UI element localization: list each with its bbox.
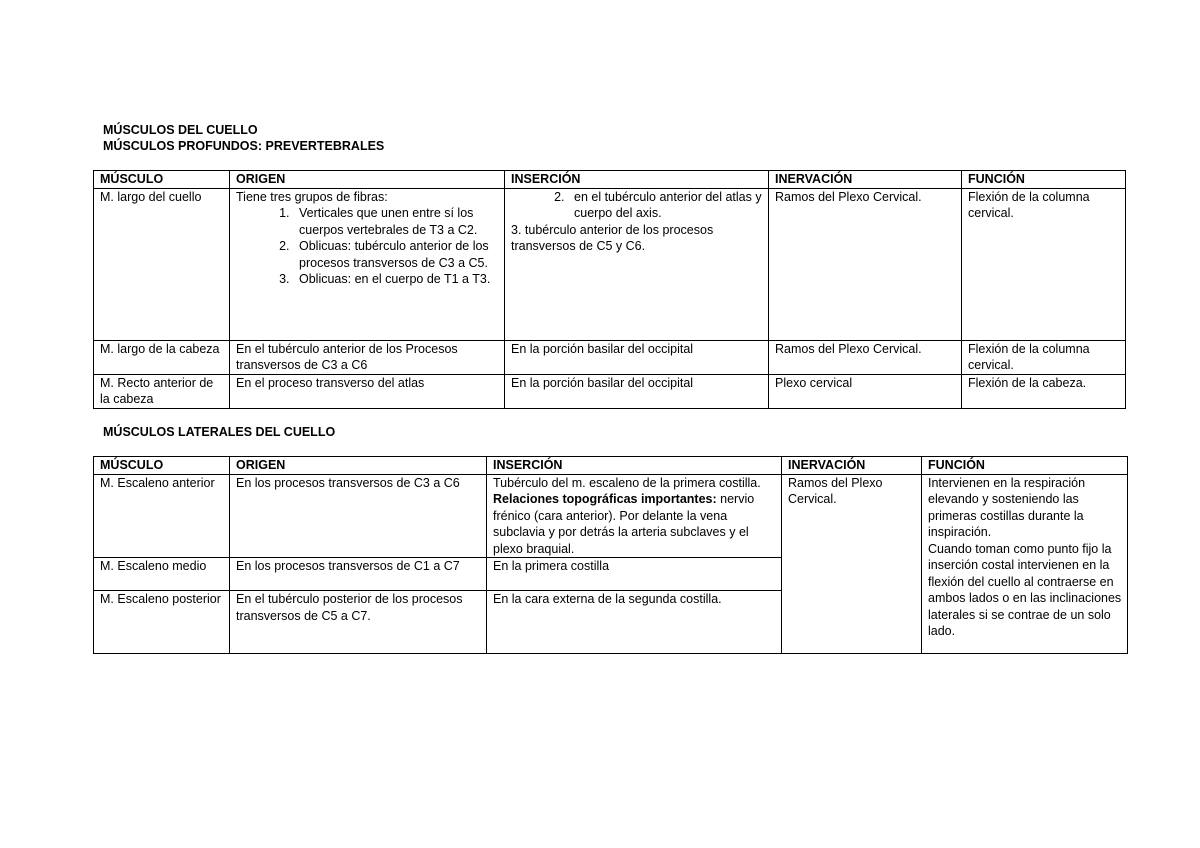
table-row bbox=[94, 474, 1128, 558]
function-cell: Flexión de la cabeza. bbox=[962, 374, 1126, 408]
innervation-cell: Ramos del Plexo Cervical. bbox=[782, 474, 922, 654]
insertion-cell: En la porción basilar del occipital bbox=[505, 374, 769, 408]
innervation-cell: Ramos del Plexo Cervical. bbox=[769, 188, 962, 340]
muscle-cell: M. Escaleno posterior bbox=[94, 591, 230, 654]
origin-cell: En el proceso transverso del atlas bbox=[230, 374, 505, 408]
insertion-list bbox=[511, 189, 764, 222]
table-header-row bbox=[94, 171, 1126, 189]
lateral-section-title: MÚSCULOS LATERALES DEL CUELLO bbox=[103, 425, 336, 439]
insertion-bold-text: Relaciones topográficas importantes: bbox=[493, 492, 717, 506]
table-row bbox=[94, 340, 1126, 374]
list-item: 1. Verticales que unen entre sí los cuerpos vertebrales de T3 a C2. bbox=[293, 205, 500, 238]
function-text-2: Cuando toman como punto fijo la inserción costal intervienen en la flexión del cuello al contraerse en ambos lados o en las inclinaciones laterales si se contrae de un solo lado. bbox=[928, 541, 1122, 638]
origin-cell bbox=[230, 188, 505, 340]
header-innervation: INERVACIÓN bbox=[769, 171, 962, 189]
muscle-cell: M. largo del cuello bbox=[94, 188, 230, 340]
function-cell: Flexión de la columna cervical. bbox=[962, 340, 1126, 374]
muscle-cell: M. Recto anterior de la cabeza bbox=[94, 374, 230, 408]
header-innervation: INERVACIÓN bbox=[782, 457, 922, 475]
header-origin: ORIGEN bbox=[230, 171, 505, 189]
function-cell bbox=[922, 474, 1128, 654]
fiber-groups-list bbox=[236, 205, 500, 288]
insertion-cell: En la primera costilla bbox=[487, 558, 782, 591]
insertion-text: Tubérculo del m. escaleno de la primera costilla. bbox=[493, 475, 761, 490]
header-muscle: MÚSCULO bbox=[94, 171, 230, 189]
header-muscle: MÚSCULO bbox=[94, 457, 230, 475]
insertion-cell bbox=[487, 474, 782, 558]
origin-cell: En los procesos transversos de C1 a C7 bbox=[230, 558, 487, 591]
header-insertion: INSERCIÓN bbox=[487, 457, 782, 475]
origin-cell: En los procesos transversos de C3 a C6 bbox=[230, 474, 487, 558]
insertion-text-cont: nervio frénico (cara anterior). Por delante la vena subclavia y por detrás la arteria subclaves y el plexo braquial. bbox=[493, 492, 755, 556]
insertion-extra: 3. tubérculo anterior de los procesos transversos de C5 y C6. bbox=[511, 222, 714, 253]
list-item: 2. en el tubérculo anterior del atlas y cuerpo del axis. bbox=[568, 189, 764, 222]
function-cell: Flexión de la columna cervical. bbox=[962, 188, 1126, 340]
header-function: FUNCIÓN bbox=[962, 171, 1126, 189]
header-origin: ORIGEN bbox=[230, 457, 487, 475]
list-item: 2. Oblicuas: tubérculo anterior de los procesos transversos de C3 a C5. bbox=[293, 238, 500, 271]
function-text-1: Intervienen en la respiración elevando y sosteniendo las primeras costillas durante la inspiración. bbox=[928, 475, 1086, 539]
muscle-cell: M. Escaleno anterior bbox=[94, 474, 230, 558]
origin-cell: En el tubérculo posterior de los procesos transversos de C5 a C7. bbox=[230, 591, 487, 654]
insertion-cell: En la porción basilar del occipital bbox=[505, 340, 769, 374]
origin-intro: Tiene tres grupos de fibras: bbox=[236, 189, 388, 204]
insertion-cell: En la cara externa de la segunda costilla. bbox=[487, 591, 782, 654]
muscle-cell: M. largo de la cabeza bbox=[94, 340, 230, 374]
deep-section-title: MÚSCULOS PROFUNDOS: PREVERTEBRALES bbox=[103, 139, 385, 153]
insertion-cell bbox=[505, 188, 769, 340]
header-function: FUNCIÓN bbox=[922, 457, 1128, 475]
muscle-cell: M. Escaleno medio bbox=[94, 558, 230, 591]
main-title: MÚSCULOS DEL CUELLO bbox=[103, 123, 258, 137]
table-header-row bbox=[94, 457, 1128, 475]
table-row bbox=[94, 188, 1126, 340]
innervation-cell: Ramos del Plexo Cervical. bbox=[769, 340, 962, 374]
deep-muscles-table bbox=[93, 170, 1126, 409]
lateral-muscles-table bbox=[93, 456, 1128, 654]
origin-cell: En el tubérculo anterior de los Procesos transversos de C3 a C6 bbox=[230, 340, 505, 374]
table-row bbox=[94, 374, 1126, 408]
list-item: 3. Oblicuas: en el cuerpo de T1 a T3. bbox=[293, 271, 500, 288]
innervation-cell: Plexo cervical bbox=[769, 374, 962, 408]
header-insertion: INSERCIÓN bbox=[505, 171, 769, 189]
